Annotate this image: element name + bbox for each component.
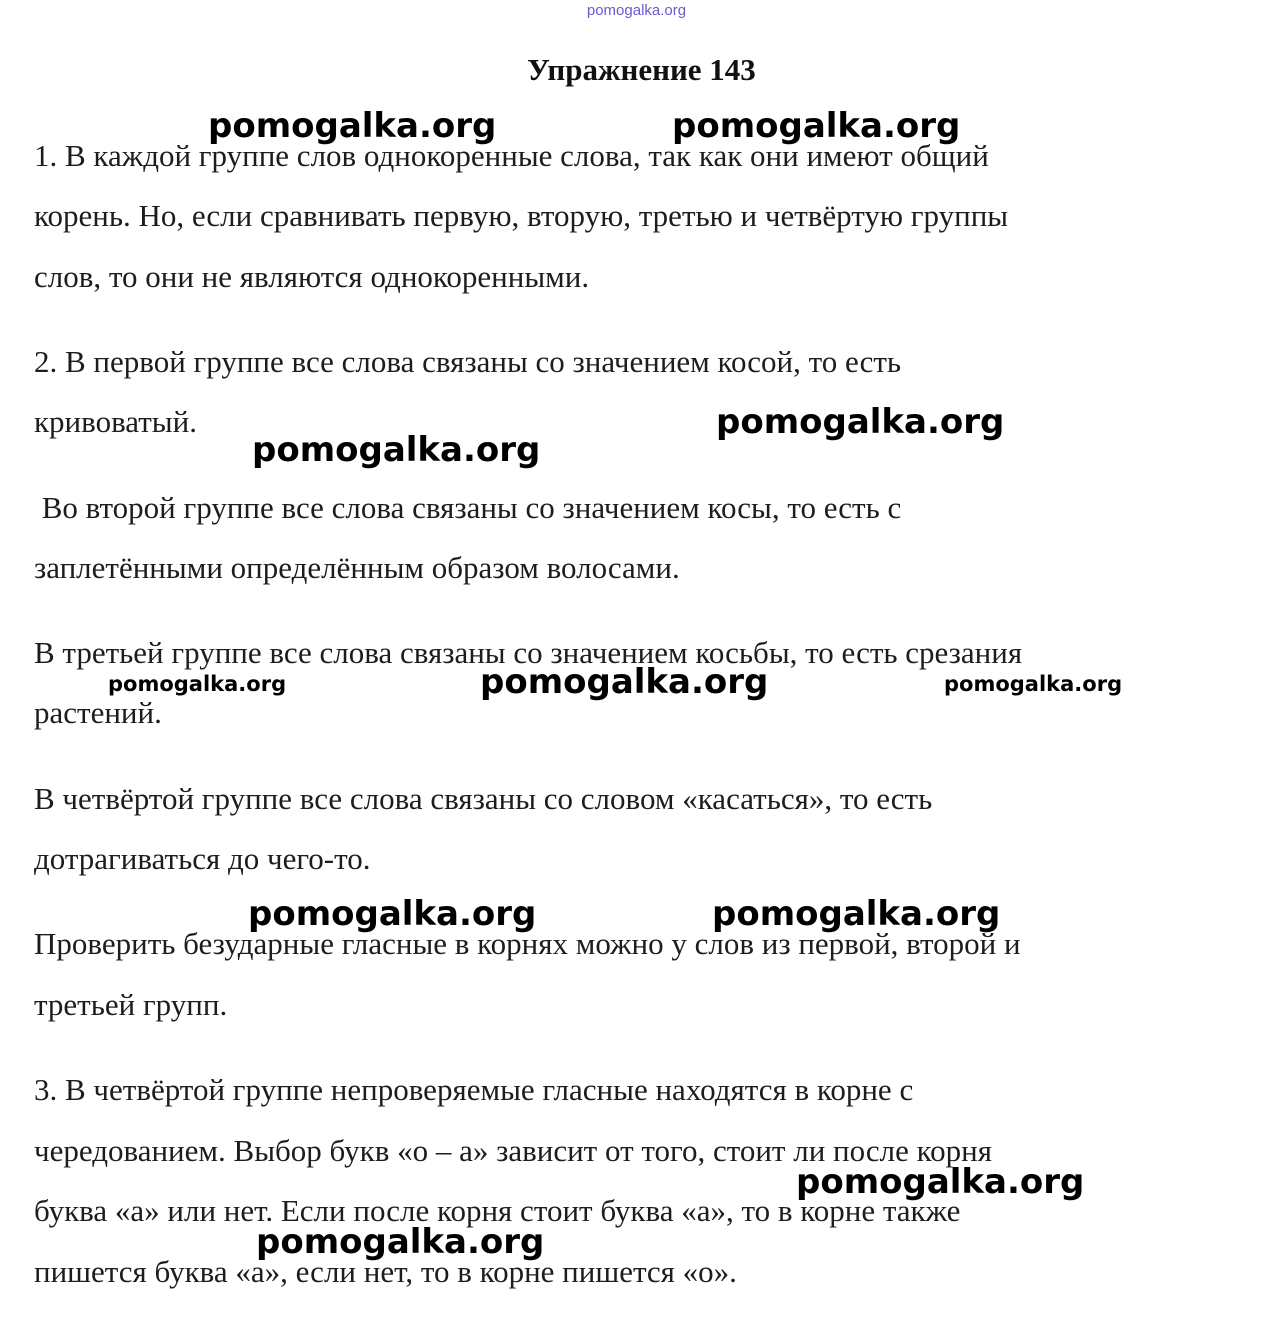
text-line: третьей групп. [34, 987, 228, 1022]
text-line: пишется буква «а», если нет, то в корне пишется «о». [34, 1254, 737, 1289]
watermark: pomogalka.org [716, 402, 1005, 442]
page-title: Упражнение 143 [527, 52, 756, 87]
text-line: Проверить безударные гласные в корнях можно у слов из первой, второй и [34, 926, 1021, 961]
watermark: pomogalka.org [944, 672, 1123, 696]
watermark: pomogalka.org [252, 430, 541, 470]
text-line: дотрагиваться до чего-то. [34, 841, 371, 876]
site-link[interactable]: pomogalka.org [586, 2, 687, 19]
text-line: 2. В первой группе все слова связаны со значением косой, то есть [34, 344, 902, 379]
watermark: pomogalka.org [208, 106, 497, 146]
text-line: кривоватый. [34, 404, 197, 439]
text-line: корень. Но, если сравнивать первую, вторую, третью и четвёртую группы [34, 198, 1009, 233]
text-line: растений. [34, 695, 162, 730]
watermark: pomogalka.org [108, 672, 287, 696]
watermark: pomogalka.org [480, 662, 769, 702]
text-line: чередованием. Выбор букв «о – а» зависит от того, стоит ли после корня [34, 1133, 992, 1168]
text-line: заплетёнными определённым образом волосами. [34, 550, 680, 585]
watermark: pomogalka.org [712, 894, 1001, 934]
text-line: В третьей группе все слова связаны со значением косьбы, то есть срезания [34, 635, 1023, 670]
watermark: pomogalka.org [672, 106, 961, 146]
text-line: 1. В каждой группе слов однокоренные слова, так как они имеют общий [34, 138, 989, 173]
text-line: слов, то они не являются однокоренными. [34, 259, 590, 294]
watermark: pomogalka.org [248, 894, 537, 934]
watermark: pomogalka.org [796, 1162, 1085, 1202]
text-line: буква «а» или нет. Если после корня стоит буква «а», то в корне также [34, 1193, 961, 1228]
text-line: Во второй группе все слова связаны со значением косы, то есть с [34, 490, 902, 525]
text-line: В четвёртой группе все слова связаны со словом «касаться», то есть [34, 781, 933, 816]
watermark: pomogalka.org [256, 1222, 545, 1262]
text-line: 3. В четвёртой группе непроверяемые гласные находятся в корне с [34, 1072, 914, 1107]
